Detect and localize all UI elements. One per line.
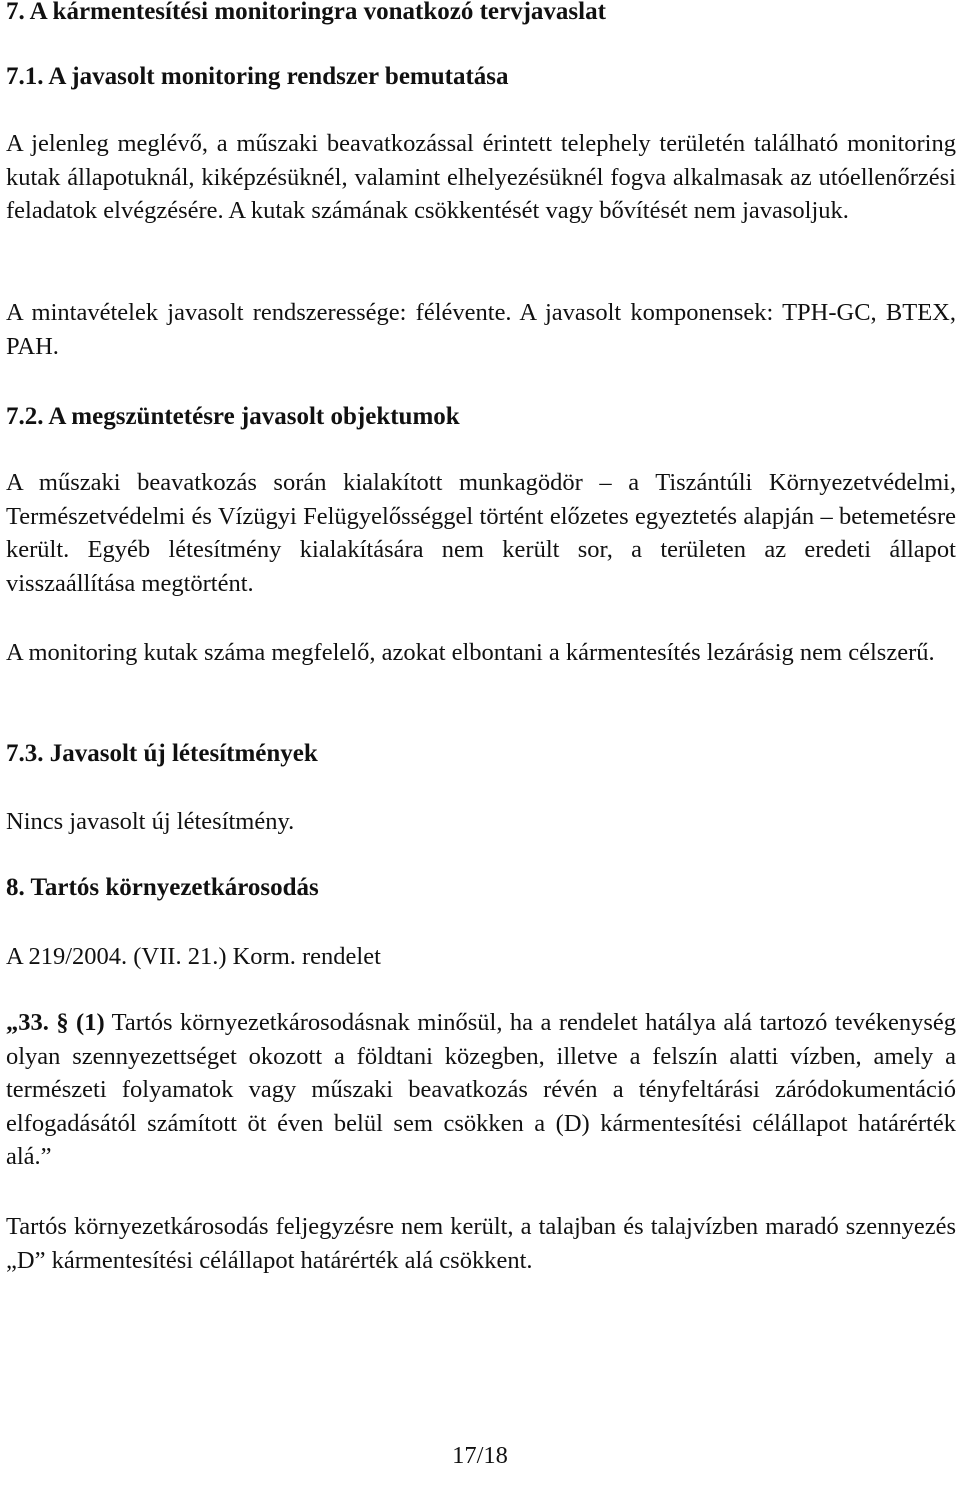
paragraph-excavation: A műszaki beavatkozás során kialakított munkagödör – a Tiszántúli Környezetvédelmi, Természetvédelmi és Vízügyi Felügyelősséggel történt előzetes egyeztetés alapján – betemetésre került. Egyéb létesítmény kialakítására nem került sor, a területen az eredeti állapot visszaállítása megtörtént. [6,469,956,597]
paragraph-no-new-facility: Nincs javasolt új létesítmény. [6,808,295,835]
quote-section-mark: „33. § (1) [6,1009,105,1036]
paragraph-sampling-frequency: A mintavételek javasolt rendszeressége: félévente. A javasolt komponensek: TPH-GC, BTEX, PAH. [6,299,956,360]
paragraph-regulation-quote [6,1006,956,1174]
quote-text: Tartós környezetkárosodásnak minősül, ha a rendelet hatálya alá tartozó tevékenység olyan szennyezettséget okozott a földtani közegben, illetve a felszín alatti vízben, amely a természeti folyamatok vagy műszaki beavatkozás révén a tényfeltárási záródokumentáció elfogadásától számított öt éven belül sem csökken a (D) kármentesítési célállapot határérték alá.” [6,1009,956,1170]
page-number: 17/18 [452,1442,508,1469]
section-heading-7-2: 7.2. A megszüntetésre javasolt objektumok [6,403,460,430]
paragraph-well-count: A monitoring kutak száma megfelelő, azokat elbontani a kármentesítés lezárásig nem célszerű. [6,639,935,666]
section-heading-8: 8. Tartós környezetkárosodás [6,874,319,901]
section-heading-7-1: 7.1. A javasolt monitoring rendszer bemutatása [6,63,509,90]
paragraph-regulation-ref: A 219/2004. (VII. 21.) Korm. rendelet [6,943,381,970]
paragraph-monitoring-wells: A jelenleg meglévő, a műszaki beavatkozással érintett telephely területén található monitoring kutak állapotuknál, kiképzésüknél, valamint elhelyezésüknél fogva alkalmasak az utóellenőrzési feladatok elvégzésére. A kutak számának csökkentését vagy bővítését nem javasoljuk. [6,130,956,224]
section-heading-7-3: 7.3. Javasolt új létesítmények [6,740,318,767]
section-heading-7: 7. A kármentesítési monitoringra vonatkozó tervjavaslat [6,0,606,25]
paragraph-conclusion: Tartós környezetkárosodás feljegyzésre nem került, a talajban és talajvízben maradó szennyezés „D” kármentesítési célállapot határérték alá csökkent. [6,1213,956,1274]
